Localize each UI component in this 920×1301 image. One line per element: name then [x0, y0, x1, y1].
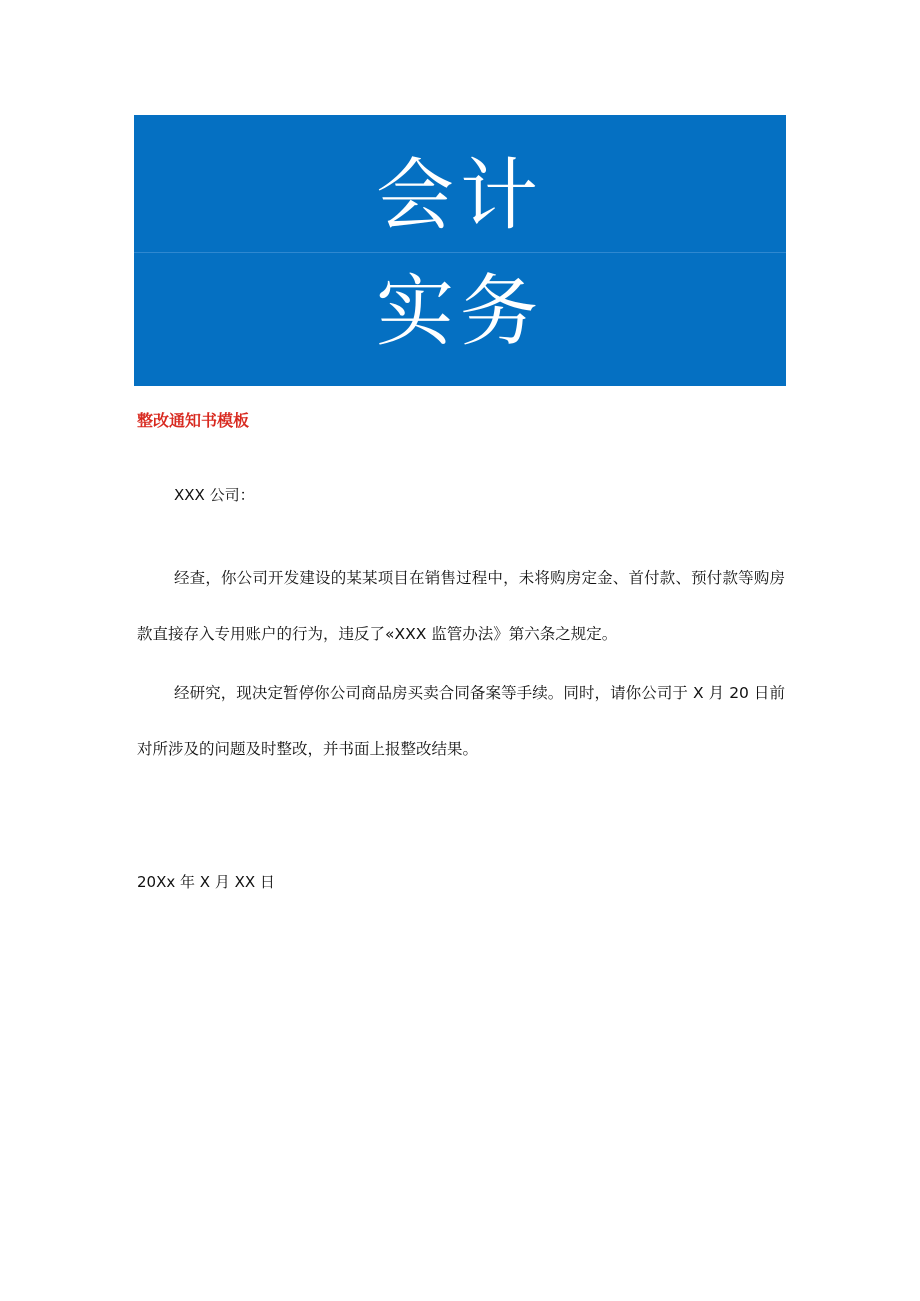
document-date: 20Xx 年 X 月 XX 日 — [137, 873, 275, 891]
document-title: 整改通知书模板 — [137, 411, 250, 430]
salutation: XXX 公司： — [174, 486, 255, 504]
banner-divider — [134, 252, 786, 253]
body-paragraph-1: 经查，你公司开发建设的某某项目在销售过程中，未将购房定金、首付款、预付款等购房款直接存入专用账户的行为，违反了«XXX 监管办法》第六条之规定。 — [137, 569, 785, 643]
header-banner — [134, 115, 786, 386]
banner-title-line2: 实务 — [375, 267, 544, 357]
body-paragraph-2: 经研究，现决定暂停你公司商品房买卖合同备案等手续。同时，请你公司于 X 月 20 日前对所涉及的问题及时整改，并书面上报整改结果。 — [137, 684, 785, 758]
banner-title-line1: 会计 — [375, 151, 544, 241]
